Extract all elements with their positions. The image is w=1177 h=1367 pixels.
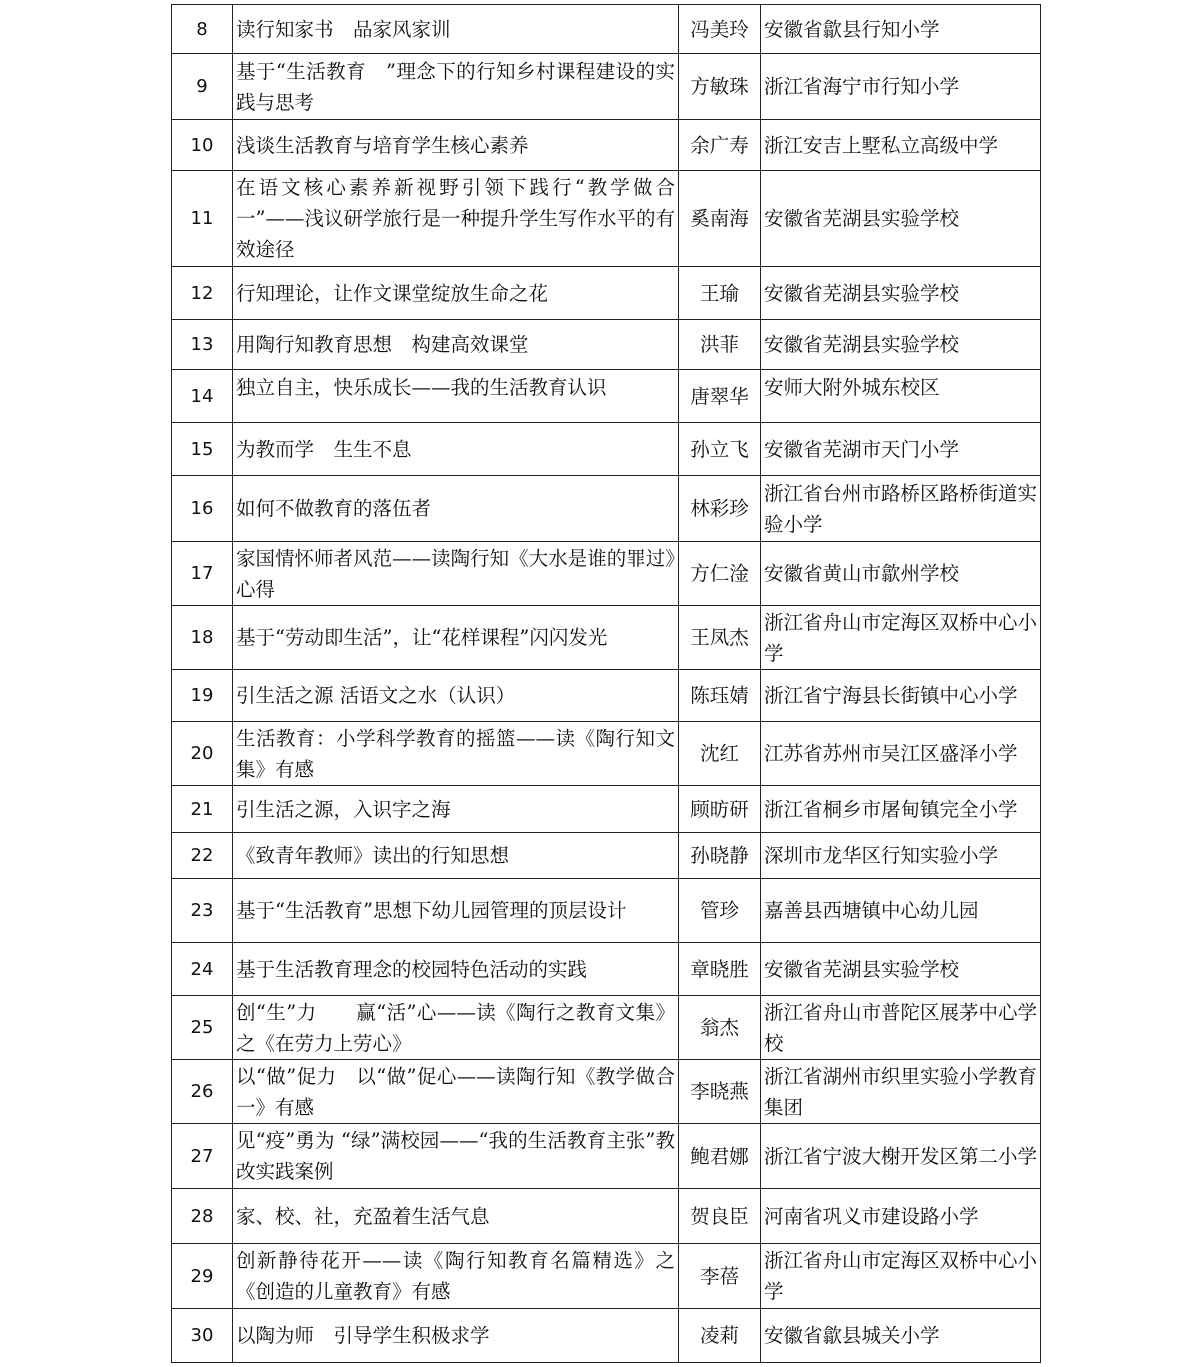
- school-name: 安师大附外城东校区: [761, 370, 1041, 423]
- paper-title: 基于生活教育理念的校园特色活动的实践: [233, 943, 679, 996]
- paper-title: 用陶行知教育思想 构建高效课堂: [233, 320, 679, 370]
- awards-table: [171, 4, 1041, 1363]
- table-row: [172, 943, 1041, 996]
- school-name: 安徽省芜湖县实验学校: [761, 320, 1041, 370]
- paper-title: 引生活之源，入识字之海: [233, 786, 679, 833]
- school-name: 安徽省芜湖市天门小学: [761, 423, 1041, 476]
- paper-title: 浅谈生活教育与培育学生核心素养: [233, 120, 679, 171]
- row-number: 9: [172, 54, 233, 120]
- author-name: 方敏珠: [679, 54, 761, 120]
- paper-title: 生活教育：小学科学教育的摇篮——读《陶行知文集》有感: [233, 722, 679, 786]
- school-name: 安徽省歙县行知小学: [761, 5, 1041, 54]
- school-name: 江苏省苏州市吴江区盛泽小学: [761, 722, 1041, 786]
- table-row: [172, 1244, 1041, 1309]
- paper-title: 如何不做教育的落伍者: [233, 476, 679, 542]
- author-name: 章晓胜: [679, 943, 761, 996]
- school-name: 安徽省芜湖县实验学校: [761, 267, 1041, 320]
- school-name: 安徽省芜湖县实验学校: [761, 943, 1041, 996]
- row-number: 21: [172, 786, 233, 833]
- paper-title: 独立自主，快乐成长——我的生活教育认识: [233, 370, 679, 423]
- school-name: 浙江省台州市路桥区路桥街道实验小学: [761, 476, 1041, 542]
- table-row: [172, 670, 1041, 722]
- author-name: 翁杰: [679, 996, 761, 1060]
- row-number: 11: [172, 171, 233, 267]
- awards-table-body: [172, 5, 1041, 1363]
- table-row: [172, 879, 1041, 943]
- paper-title: 基于“劳动即生活”，让“花样课程”闪闪发光: [233, 606, 679, 670]
- author-name: 李蓓: [679, 1244, 761, 1309]
- table-row: [172, 370, 1041, 423]
- row-number: 16: [172, 476, 233, 542]
- table-row: [172, 542, 1041, 606]
- table-row: [172, 1124, 1041, 1189]
- paper-title: 读行知家书 品家风家训: [233, 5, 679, 54]
- school-name: 浙江省桐乡市屠甸镇完全小学: [761, 786, 1041, 833]
- author-name: 王凤杰: [679, 606, 761, 670]
- paper-title: 行知理论，让作文课堂绽放生命之花: [233, 267, 679, 320]
- paper-title: 基于“生活教育 ”理念下的行知乡村课程建设的实践与思考: [233, 54, 679, 120]
- row-number: 26: [172, 1060, 233, 1124]
- row-number: 10: [172, 120, 233, 171]
- table-row: [172, 5, 1041, 54]
- table-row: [172, 606, 1041, 670]
- paper-title: 以陶为师 引导学生积极求学: [233, 1309, 679, 1363]
- author-name: 方仁淦: [679, 542, 761, 606]
- paper-title: 创新静待花开——读《陶行知教育名篇精选》之《创造的儿童教育》有感: [233, 1244, 679, 1309]
- table-row: [172, 267, 1041, 320]
- paper-title: 家、校、社，充盈着生活气息: [233, 1189, 679, 1244]
- table-row: [172, 120, 1041, 171]
- author-name: 余广寿: [679, 120, 761, 171]
- table-row: [172, 786, 1041, 833]
- row-number: 22: [172, 833, 233, 879]
- table-row: [172, 1309, 1041, 1363]
- school-name: 浙江省宁海县长街镇中心小学: [761, 670, 1041, 722]
- school-name: 安徽省芜湖县实验学校: [761, 171, 1041, 267]
- paper-title: 《致青年教师》读出的行知思想: [233, 833, 679, 879]
- school-name: 浙江省湖州市织里实验小学教育集团: [761, 1060, 1041, 1124]
- row-number: 28: [172, 1189, 233, 1244]
- author-name: 贺良臣: [679, 1189, 761, 1244]
- author-name: 唐翠华: [679, 370, 761, 423]
- paper-title: 引生活之源 活语文之水（认识）: [233, 670, 679, 722]
- paper-title: 创“生”力 赢“活”心——读《陶行之教育文集》之《在劳力上劳心》: [233, 996, 679, 1060]
- paper-title: 基于“生活教育”思想下幼儿园管理的顶层设计: [233, 879, 679, 943]
- table-row: [172, 833, 1041, 879]
- author-name: 沈红: [679, 722, 761, 786]
- row-number: 25: [172, 996, 233, 1060]
- school-name: 浙江省舟山市定海区双桥中心小学: [761, 1244, 1041, 1309]
- row-number: 19: [172, 670, 233, 722]
- author-name: 顾昉研: [679, 786, 761, 833]
- author-name: 孙晓静: [679, 833, 761, 879]
- school-name: 嘉善县西塘镇中心幼儿园: [761, 879, 1041, 943]
- author-name: 孙立飞: [679, 423, 761, 476]
- row-number: 24: [172, 943, 233, 996]
- table-row: [172, 1189, 1041, 1244]
- author-name: 管珍: [679, 879, 761, 943]
- author-name: 鲍君娜: [679, 1124, 761, 1189]
- author-name: 陈珏婧: [679, 670, 761, 722]
- row-number: 30: [172, 1309, 233, 1363]
- row-number: 27: [172, 1124, 233, 1189]
- school-name: 浙江省舟山市定海区双桥中心小学: [761, 606, 1041, 670]
- table-row: [172, 171, 1041, 267]
- paper-title: 家国情怀师者风范——读陶行知《大水是谁的罪过》心得: [233, 542, 679, 606]
- school-name: 安徽省黄山市歙州学校: [761, 542, 1041, 606]
- paper-title: 为教而学 生生不息: [233, 423, 679, 476]
- row-number: 8: [172, 5, 233, 54]
- row-number: 12: [172, 267, 233, 320]
- school-name: 深圳市龙华区行知实验小学: [761, 833, 1041, 879]
- table-row: [172, 996, 1041, 1060]
- paper-title: 在语文核心素养新视野引领下践行“教学做合一”——浅议研学旅行是一种提升学生写作水平的有效途径: [233, 171, 679, 267]
- school-name: 河南省巩义市建设路小学: [761, 1189, 1041, 1244]
- author-name: 冯美玲: [679, 5, 761, 54]
- row-number: 20: [172, 722, 233, 786]
- author-name: 凌莉: [679, 1309, 761, 1363]
- paper-title: 以“做”促力 以“做”促心——读陶行知《教学做合一》有感: [233, 1060, 679, 1124]
- row-number: 23: [172, 879, 233, 943]
- author-name: 洪菲: [679, 320, 761, 370]
- author-name: 王瑜: [679, 267, 761, 320]
- school-name: 浙江省海宁市行知小学: [761, 54, 1041, 120]
- author-name: 李晓燕: [679, 1060, 761, 1124]
- school-name: 浙江省舟山市普陀区展茅中心学校: [761, 996, 1041, 1060]
- school-name: 浙江安吉上墅私立高级中学: [761, 120, 1041, 171]
- row-number: 15: [172, 423, 233, 476]
- table-row: [172, 722, 1041, 786]
- row-number: 14: [172, 370, 233, 423]
- table-row: [172, 320, 1041, 370]
- school-name: 安徽省歙县城关小学: [761, 1309, 1041, 1363]
- table-row: [172, 54, 1041, 120]
- table-row: [172, 476, 1041, 542]
- author-name: 奚南海: [679, 171, 761, 267]
- table-row: [172, 1060, 1041, 1124]
- row-number: 18: [172, 606, 233, 670]
- row-number: 17: [172, 542, 233, 606]
- author-name: 林彩珍: [679, 476, 761, 542]
- paper-title: 见“疫”勇为 “绿”满校园——“我的生活教育主张”教改实践案例: [233, 1124, 679, 1189]
- table-row: [172, 423, 1041, 476]
- school-name: 浙江省宁波大榭开发区第二小学: [761, 1124, 1041, 1189]
- row-number: 13: [172, 320, 233, 370]
- row-number: 29: [172, 1244, 233, 1309]
